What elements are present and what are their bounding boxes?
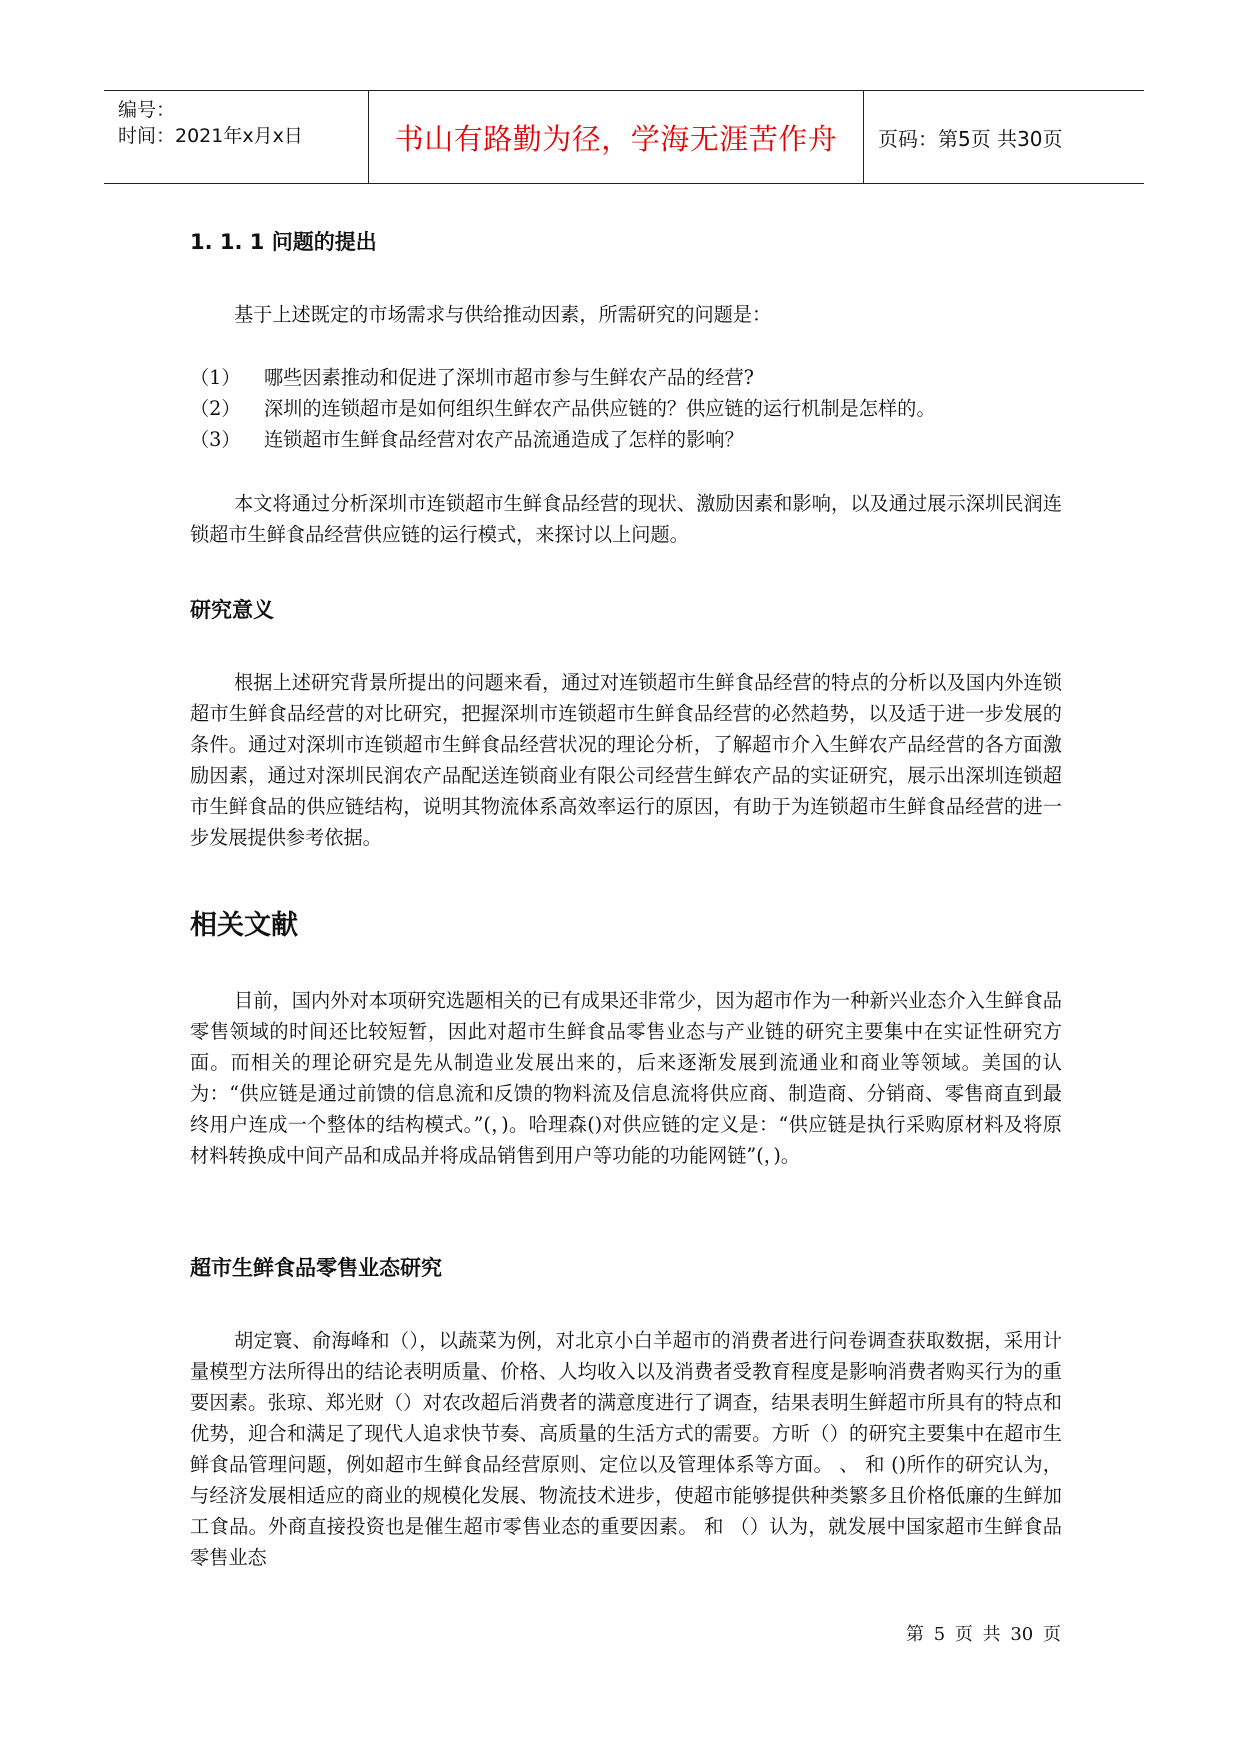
header-left-cell (104, 91, 369, 183)
header-time-label: 时间：2021年x月x日 (118, 125, 303, 147)
paragraph-literature: 目前，国内外对本项研究选题相关的已有成果还非常少，因为超市作为一种新兴业态介入生鲜食品零售领域的时间还比较短暂，因此对超市生鲜食品零售业态与产业链的研究主要集中在实证性研究方面。而相关的理论研究是先从制造业发展出来的，后来逐渐发展到流通业和商业等领域。美国的认为：“供应链是通过前馈的信息流和反馈的物料流及信息流将供应商、制造商、分销商、零售商直到最终用户连成一个整体的结构模式。”(，)。哈理森()对供应链的定义是：“供应链是执行采购原材料及将原材料转换成中间产品和成品并将成品销售到用户等功能的功能网链”(，)。 (190, 989, 1062, 1167)
question-text: 哪些因素推动和促进了深圳市超市参与生鲜农产品的经营? (264, 366, 754, 389)
section-title-problem: 1. 1. 1 问题的提出 (190, 230, 377, 254)
question-text: 深圳的连锁超市是如何组织生鲜农产品供应链的？供应链的运行机制是怎样的。 (264, 397, 936, 420)
question-item (190, 424, 1070, 455)
question-number: （1） (190, 366, 241, 389)
header-number-label: 编号： (118, 99, 176, 121)
section-title-literature: 相关文献 (190, 910, 298, 941)
document-header (104, 90, 1144, 184)
question-item (190, 362, 1070, 393)
section-title-retail-research: 超市生鲜食品零售业态研究 (190, 1256, 442, 1280)
header-page-label: 页码：第5页 共30页 (878, 126, 1063, 151)
question-text: 连锁超市生鲜食品经营对农产品流通造成了怎样的影响？ (264, 428, 744, 451)
header-motto: 书山有路勤为径，学海无涯苦作舟 (394, 121, 838, 156)
paragraph-retail-research: 胡定寰、俞海峰和（），以蔬菜为例，对北京小白羊超市的消费者进行问卷调查获取数据，采用计量模型方法所得出的结论表明质量、价格、人均收入以及消费者受教育程度是影响消费者购买行为的重要因素。张琼、郑光财（）对农改超后消费者的满意度进行了调查，结果表明生鲜超市所具有的特点和优势，迎合和满足了现代人追求快节奏、高质量的生活方式的需要。方昕（）的研究主要集中在超市生鲜食品管理问题，例如超市生鲜食品经营原则、定位以及管理体系等方面。 、 和 ()所作的研究认为，与经济发展相适应的商业的规模化发展、物流技术进步，使超市能够提供种类繁多且价格低廉的生鲜加工食品。外商直接投资也是催生超市零售业态的重要因素。 和 （）认为，就发展中国家超市生鲜食品零售业态 (190, 1329, 1062, 1569)
question-number: （3） (190, 428, 241, 451)
paragraph-problem-intro: 基于上述既定的市场需求与供给推动因素，所需研究的问题是： (234, 303, 772, 326)
page-footer: 第 5 页 共 30 页 (906, 1624, 1061, 1645)
header-middle-cell (369, 91, 864, 183)
section-title-significance: 研究意义 (190, 598, 274, 622)
paragraph-significance: 根据上述研究背景所提出的问题来看，通过对连锁超市生鲜食品经营的特点的分析以及国内外连锁超市生鲜食品经营的对比研究，把握深圳市连锁超市生鲜食品经营的必然趋势，以及适于进一步发展的条件。通过对深圳市连锁超市生鲜食品经营状况的理论分析，了解超市介入生鲜农产品经营的各方面激励因素，通过对深圳民润农产品配送连锁商业有限公司经营生鲜农产品的实证研究，展示出深圳连锁超市生鲜食品的供应链结构，说明其物流体系高效率运行的原因，有助于为连锁超市生鲜食品经营的进一步发展提供参考依据。 (190, 671, 1062, 849)
question-item (190, 393, 1070, 424)
question-number: （2） (190, 397, 241, 420)
paragraph-problem-summary: 本文将通过分析深圳市连锁超市生鲜食品经营的现状、激励因素和影响，以及通过展示深圳民润连锁超市生鲜食品经营供应链的运行模式，来探讨以上问题。 (190, 492, 1062, 546)
header-right-cell (864, 91, 1144, 183)
